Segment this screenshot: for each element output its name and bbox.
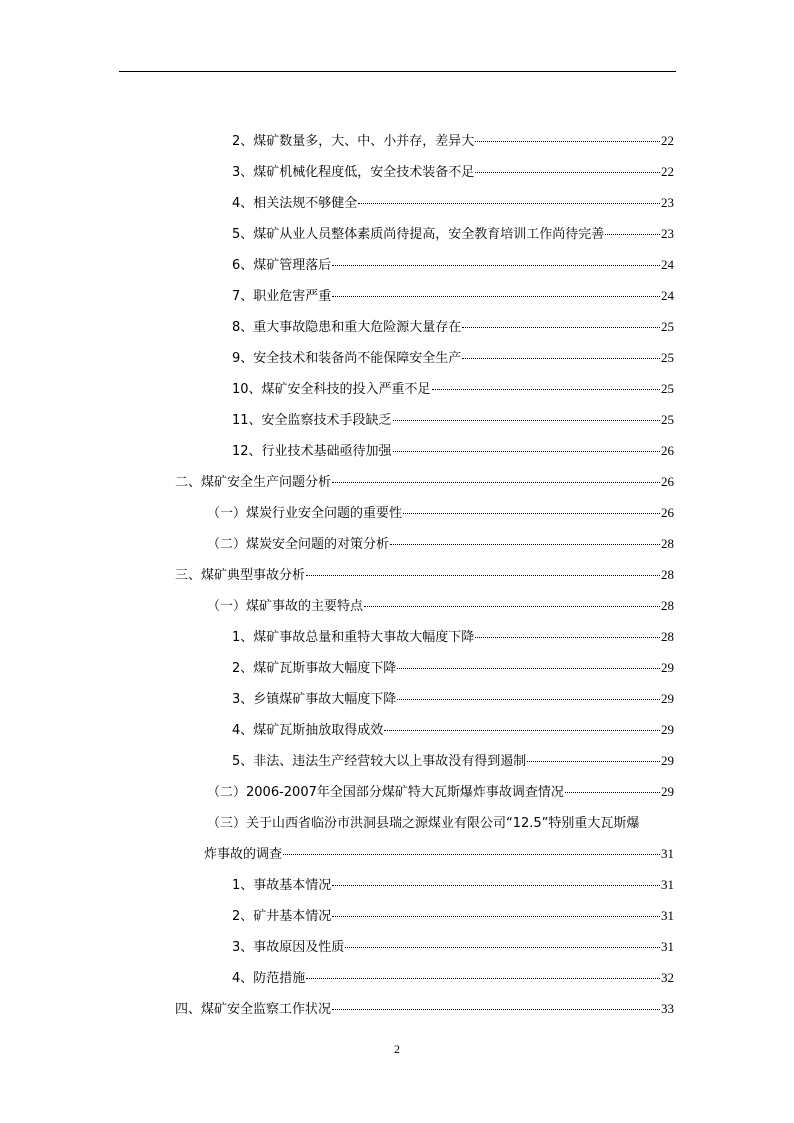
- toc-entry-page: 23: [661, 195, 674, 210]
- toc-entry[interactable]: [0, 746, 794, 777]
- dot-leader: [397, 699, 660, 700]
- table-of-contents: [0, 126, 794, 1025]
- dot-leader: [332, 482, 660, 483]
- dot-leader: [384, 730, 660, 731]
- toc-entry-page: 31: [661, 877, 674, 892]
- dot-leader: [605, 234, 660, 235]
- toc-entry[interactable]: [0, 405, 794, 436]
- header-rule: [119, 71, 676, 72]
- dot-leader: [475, 637, 660, 638]
- toc-entry-page: 25: [661, 381, 674, 396]
- toc-entry-page: 31: [661, 939, 674, 954]
- dot-leader: [332, 296, 660, 297]
- toc-entry[interactable]: [0, 126, 794, 157]
- toc-entry-label: （二）煤炭安全问题的对策分析: [207, 537, 390, 552]
- toc-entry-label: 3、事故原因及性质: [232, 940, 345, 955]
- toc-entry-label: （一）煤炭行业安全问题的重要性: [207, 506, 403, 521]
- toc-entry[interactable]: [0, 157, 794, 188]
- toc-entry[interactable]: [0, 529, 794, 560]
- toc-entry-page: 29: [661, 691, 674, 706]
- toc-entry-wrapped-first-line[interactable]: [0, 808, 794, 839]
- toc-entry[interactable]: [0, 715, 794, 746]
- toc-entry-label: 炸事故的调查: [204, 847, 283, 862]
- toc-entry-page: 24: [661, 257, 674, 272]
- toc-entry[interactable]: [0, 653, 794, 684]
- toc-entry[interactable]: [0, 591, 794, 622]
- toc-entry-page: 28: [661, 598, 674, 613]
- toc-entry[interactable]: [0, 250, 794, 281]
- toc-entry-label: 4、相关法规不够健全: [232, 196, 358, 211]
- toc-entry-page: 28: [661, 567, 674, 582]
- toc-entry-page: 29: [661, 660, 674, 675]
- toc-entry[interactable]: [0, 932, 794, 963]
- dot-leader: [283, 854, 660, 855]
- dot-leader: [332, 885, 660, 886]
- toc-entry-label: 5、非法、违法生产经营较大以上事故没有得到遏制: [232, 754, 527, 769]
- toc-entry-label: （二）2006-2007年全国部分煤矿特大瓦斯爆炸事故调查情况: [207, 785, 564, 800]
- toc-entry-label: 2、煤矿瓦斯事故大幅度下降: [232, 661, 397, 676]
- toc-entry-label: 9、安全技术和装备尚不能保障安全生产: [232, 351, 462, 366]
- toc-entry-label: 12、行业技术基础亟待加强: [232, 444, 392, 459]
- toc-entry-page: 31: [661, 846, 674, 861]
- toc-entry-page: 25: [661, 350, 674, 365]
- toc-entry[interactable]: [0, 870, 794, 901]
- toc-entry[interactable]: [0, 312, 794, 343]
- toc-entry[interactable]: [0, 963, 794, 994]
- toc-entry-label: 1、事故基本情况: [232, 878, 332, 893]
- toc-entry-page: 28: [661, 629, 674, 644]
- toc-entry-label: 二、煤矿安全生产问题分析: [175, 475, 332, 490]
- toc-entry-label: 2、矿井基本情况: [232, 909, 332, 924]
- toc-entry-page: 26: [661, 505, 674, 520]
- toc-entry-page: 29: [661, 753, 674, 768]
- page-number: 2: [394, 1042, 400, 1056]
- toc-entry-label: 三、煤矿典型事故分析: [175, 568, 306, 583]
- toc-entry[interactable]: [0, 994, 794, 1025]
- toc-entry-label: 1、煤矿事故总量和重特大事故大幅度下降: [232, 630, 475, 645]
- toc-entry[interactable]: [0, 436, 794, 467]
- dot-leader: [306, 978, 660, 979]
- toc-entry-page: 28: [661, 536, 674, 551]
- dot-leader: [475, 141, 660, 142]
- toc-entry-page: 26: [661, 474, 674, 489]
- dot-leader: [393, 420, 660, 421]
- toc-entry-label: 4、煤矿瓦斯抽放取得成效: [232, 723, 384, 738]
- dot-leader: [475, 172, 660, 173]
- toc-entry-page: 22: [661, 133, 674, 148]
- dot-leader: [393, 451, 660, 452]
- toc-entry-label: 2、煤矿数量多，大、中、小并存，差异大: [232, 134, 475, 149]
- toc-entry-label: 4、防范措施: [232, 971, 306, 986]
- toc-entry[interactable]: [0, 188, 794, 219]
- toc-entry-wrapped-continuation[interactable]: [0, 839, 794, 870]
- dot-leader: [332, 265, 660, 266]
- dot-leader: [390, 544, 660, 545]
- dot-leader: [306, 575, 660, 576]
- dot-leader: [332, 916, 660, 917]
- toc-entry-label: 7、职业危害严重: [232, 289, 332, 304]
- dot-leader: [397, 668, 660, 669]
- toc-entry-label: 11、安全监察技术手段缺乏: [232, 413, 392, 428]
- dot-leader: [462, 327, 660, 328]
- dot-leader: [364, 606, 660, 607]
- dot-leader: [462, 358, 660, 359]
- toc-entry[interactable]: [0, 560, 794, 591]
- toc-entry-page: 31: [661, 908, 674, 923]
- toc-entry-label: 5、煤矿从业人员整体素质尚待提高，安全教育培训工作尚待完善: [232, 227, 605, 242]
- toc-entry-label: 8、重大事故隐患和重大危险源大量存在: [232, 320, 462, 335]
- toc-entry-page: 24: [661, 288, 674, 303]
- toc-entry-page: 26: [661, 443, 674, 458]
- toc-entry-label: 10、煤矿安全科技的投入严重不足: [232, 382, 431, 397]
- dot-leader: [403, 513, 660, 514]
- toc-entry[interactable]: [0, 498, 794, 529]
- toc-entry[interactable]: [0, 343, 794, 374]
- toc-entry[interactable]: [0, 374, 794, 405]
- toc-entry-page: 29: [661, 722, 674, 737]
- dot-leader: [432, 389, 660, 390]
- toc-entry[interactable]: [0, 684, 794, 715]
- toc-entry-page: 32: [661, 970, 674, 985]
- toc-entry-page: 25: [661, 412, 674, 427]
- toc-entry-page: 23: [661, 226, 674, 241]
- dot-leader: [358, 203, 660, 204]
- toc-entry-page: 25: [661, 319, 674, 334]
- dot-leader: [345, 947, 660, 948]
- toc-entry[interactable]: [0, 281, 794, 312]
- toc-entry[interactable]: [0, 901, 794, 932]
- dot-leader: [527, 761, 660, 762]
- toc-entry-page: 33: [661, 1001, 674, 1016]
- toc-entry-label: 四、煤矿安全监察工作状况: [175, 1002, 332, 1017]
- dot-leader: [565, 792, 660, 793]
- toc-entry[interactable]: [0, 219, 794, 250]
- toc-entry-page: 29: [661, 784, 674, 799]
- toc-entry-page: 22: [661, 164, 674, 179]
- toc-entry[interactable]: [0, 777, 794, 808]
- dot-leader: [332, 1009, 660, 1010]
- toc-entry-label: （三）关于山西省临汾市洪洞县瑞之源煤业有限公司“12.5”特别重大瓦斯爆: [207, 816, 640, 831]
- toc-entry[interactable]: [0, 622, 794, 653]
- toc-entry-label: 3、乡镇煤矿事故大幅度下降: [232, 692, 397, 707]
- toc-entry-label: 6、煤矿管理落后: [232, 258, 332, 273]
- toc-entry[interactable]: [0, 467, 794, 498]
- toc-entry-label: 3、煤矿机械化程度低，安全技术装备不足: [232, 165, 475, 180]
- toc-entry-label: （一）煤矿事故的主要特点: [207, 599, 364, 614]
